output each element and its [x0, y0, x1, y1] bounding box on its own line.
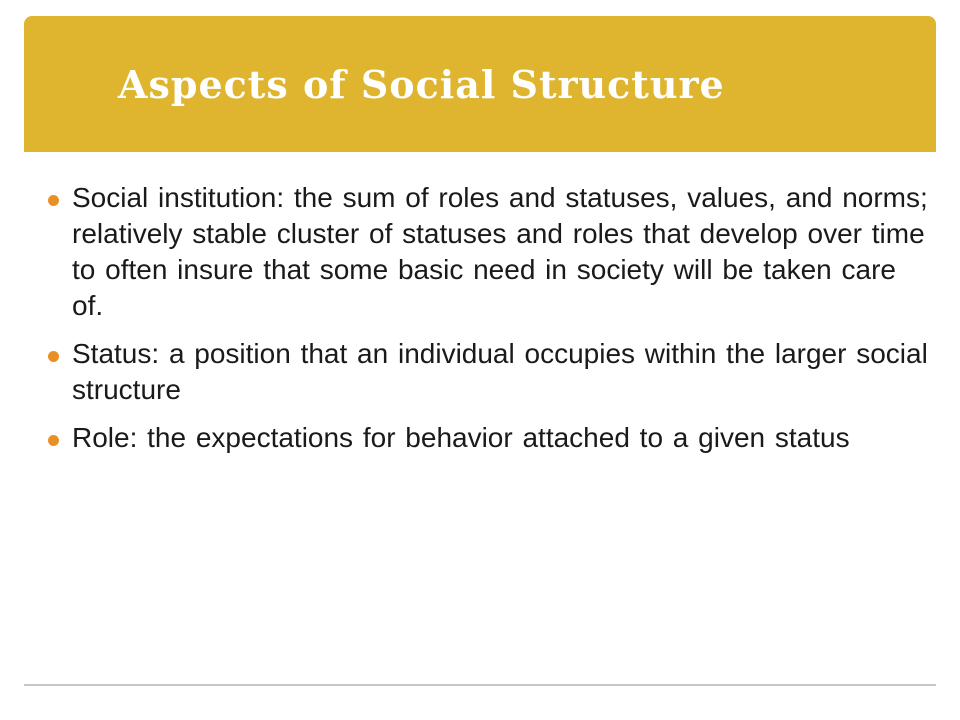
bullet-text: Social institution: the sum of roles and statuses, values, and norms; relatively stable cluster of statuses and roles that develop over time to often insure that some basic need in society will be taken care of. [72, 182, 928, 321]
bullet-text: Role: the expectations for behavior attached to a given status [72, 422, 850, 453]
bullet-dot-icon [48, 195, 59, 206]
footer-divider [24, 684, 936, 686]
title-bar [24, 16, 936, 152]
bullet-text: Status: a position that an individual occupies within the larger social structure [72, 338, 928, 405]
slide-title: Aspects of Social Structure [118, 61, 725, 107]
bullet-item-role [48, 420, 928, 456]
bullet-item-status [48, 336, 928, 408]
slide-content [48, 180, 928, 468]
bullet-dot-icon [48, 435, 59, 446]
bullet-item-social-institution [48, 180, 928, 324]
bullet-dot-icon [48, 351, 59, 362]
bullet-list [48, 180, 928, 456]
